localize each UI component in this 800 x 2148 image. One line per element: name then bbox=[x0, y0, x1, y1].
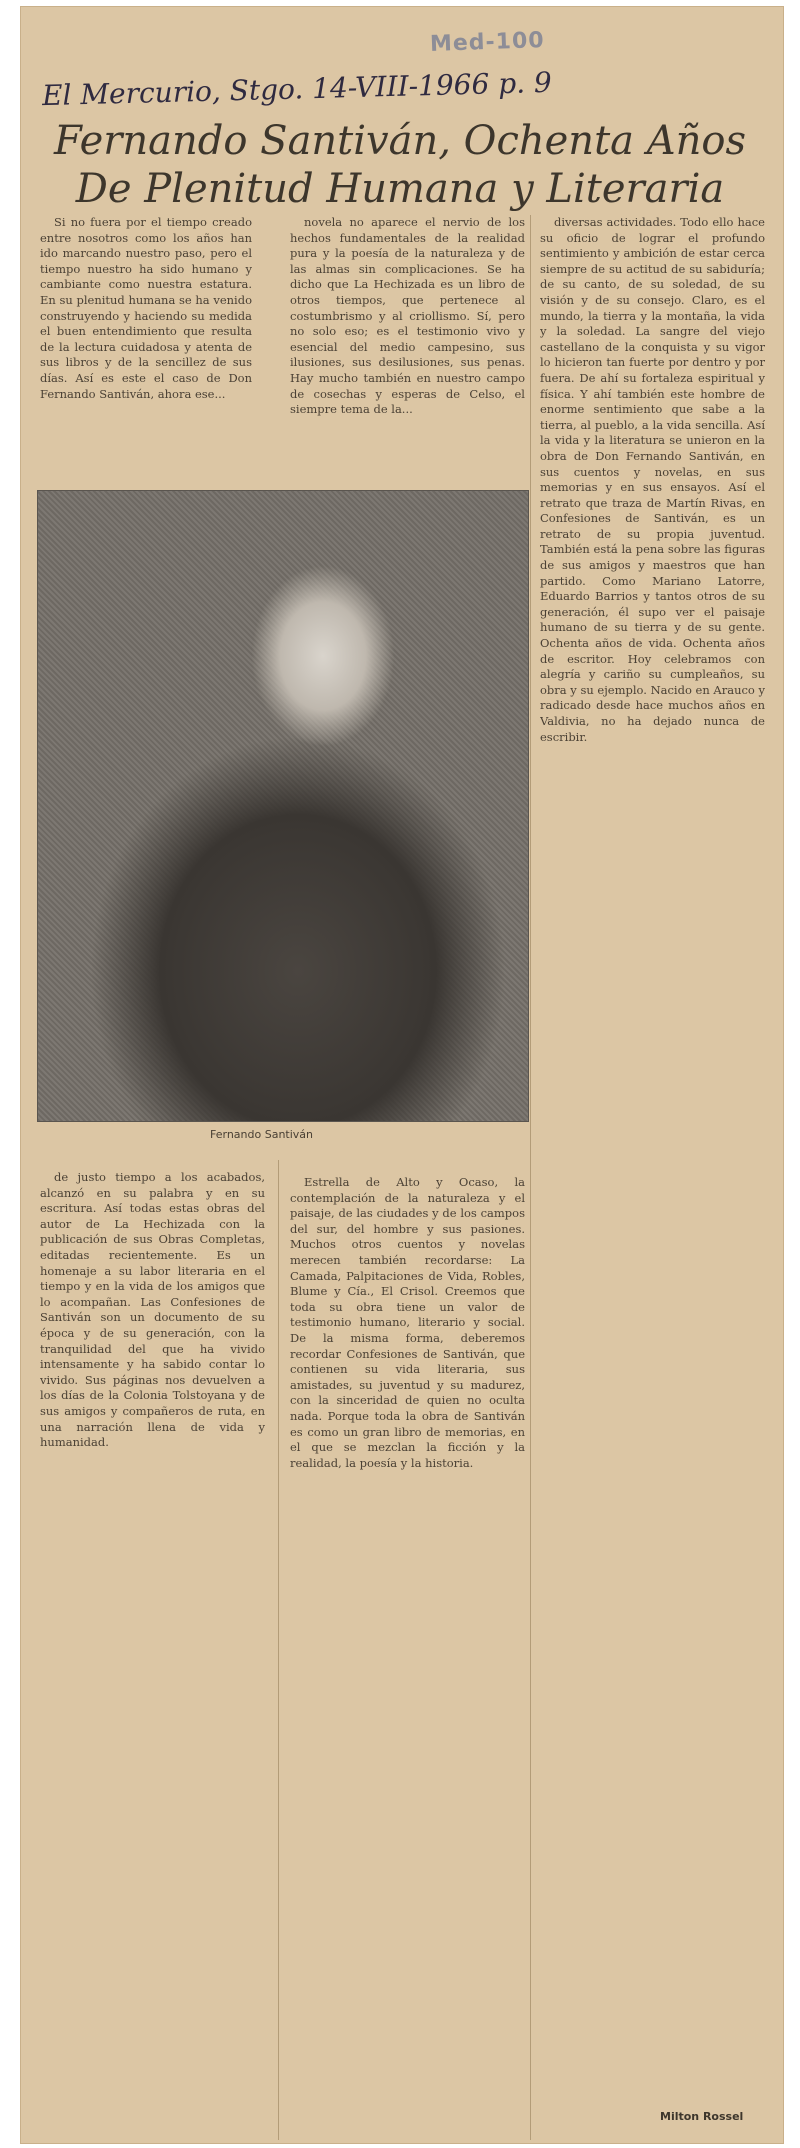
column-text: novela no aparece el nervio de los hechos fundamentales de la realidad pura y la poesía de la naturaleza y de las almas sin complicaciones. Se ha dicho que La Hechizada es un libro de otros tiempos, que pertenece al costumbrismo y al criollismo. Sí, pero no solo eso; es el testimonio vivo y esencial del medio campesino, sus ilusiones, sus desilusiones, sus penas. Hay mucho también en nuestro campo de cosechas y esperas de Celso, el siempre tema de la... bbox=[290, 215, 525, 417]
article-column-1-bottom bbox=[40, 1170, 265, 2140]
article-column-2-bottom bbox=[290, 1175, 525, 2140]
column-text: Estrella de Alto y Ocaso, la contemplación de la naturaleza y el paisaje, de las ciudades y de los campos del sur, del hombre y sus pasiones. Muchos otros cuentos y novelas merecen también recordarse: La Camada, Palpitaciones de Vida, Robles, Blume y Cía., El Crisol. Creemos que toda su obra tiene un valor de testimonio humano, literario y social. De la misma forma, deberemos recordar Confesiones de Santiván, que contienen su vida literaria, sus amistades, su juventud y su madurez, con la sinceridad de quien no oculta nada. Porque toda la obra de Santiván es como un gran libro de memorias, en el que se mezclan la ficción y la realidad, la poesía y la historia. bbox=[290, 1175, 525, 1470]
author-signature: Milton Rossel bbox=[660, 2110, 744, 2123]
column-text: de justo tiempo a los acabados, alcanzó en su palabra y en su escritura. Así todas estas obras del autor de La Hechizada con la publicación de sus Obras Completas, editadas recientemente. Es un homenaje a su labor literaria en el tiempo y en la vida de los amigos que lo acompañan. Las Confesiones de Santiván son un documento de su época y de su generación, con la tranquilidad del que ha vivido intensamente y ha sabido contar lo vivido. Sus páginas nos devuelven a los días de la Colonia Tolstoyana y de sus amigos y compañeros de ruta, en una narración llena de vida y humanidad. bbox=[40, 1170, 265, 1450]
column-divider bbox=[278, 1160, 279, 2140]
article-column-3 bbox=[540, 215, 765, 2140]
article-column-1-top bbox=[40, 215, 252, 465]
archive-stamp: Med-100 bbox=[429, 28, 546, 57]
handwritten-source-note: El Mercurio, Stgo. 14-VIII-1966 p. 9 bbox=[41, 65, 553, 113]
portrait-photo bbox=[37, 490, 529, 1122]
headline-line-2: De Plenitud Humana y Literaria bbox=[75, 166, 725, 212]
column-divider bbox=[530, 215, 531, 2140]
article-column-2-top bbox=[290, 215, 525, 465]
headline-line-1: Fernando Santiván, Ochenta Años bbox=[54, 118, 746, 164]
column-text: Si no fuera por el tiempo creado entre nosotros como los años han ido marcando nuestro paso, pero el tiempo nuestro ha sido humano y cambiante como nuestra estatura. En su plenitud humana se ha venido construyendo y haciendo su medida el buen entendimiento que resulta de la lectura cuidadosa y atenta de sus libros y de la sencillez de sus días. Así es este el caso de Don Fernando Santiván, ahora ese... bbox=[40, 215, 252, 401]
column-text: diversas actividades. Todo ello hace su oficio de lograr el profundo sentimiento y ambición de estar cerca siempre de su actitud de su sabiduría; de su canto, de su soledad, de su visión y de su consejo. Claro, es el mundo, la tierra y la montaña, la vida y la soledad. La sangre del viejo castellano de la conquista y su vigor lo hicieron tan fuerte por dentro y por fuera. De ahí su fortaleza espiritual y física. Y ahí también este hombre de enorme sentimiento que sabe a la tierra, al pueblo, a la vida sencilla. Así la vida y la literatura se unieron en la obra de Don Fernando Santiván, en sus cuentos y novelas, en sus memorias y en sus ensayos. Así el retrato que traza de Martín Rivas, en Confesiones de Santiván, es un retrato de su propia juventud. También está la pena sobre las figuras de sus amigos y maestros que han partido. Como Mariano Latorre, Eduardo Barrios y tantos otros de su generación, él supo ver el paisaje humano de su tierra y de su gente. Ochenta años de vida. Ochenta años de escritor. Hoy celebramos con alegría y cariño su cumpleaños, su obra y su ejemplo. Nacido en Arauco y radicado desde hace muchos años en Valdivia, no ha dejado nunca de escribir. bbox=[540, 215, 765, 744]
photo-caption: Fernando Santiván bbox=[210, 1128, 314, 1141]
